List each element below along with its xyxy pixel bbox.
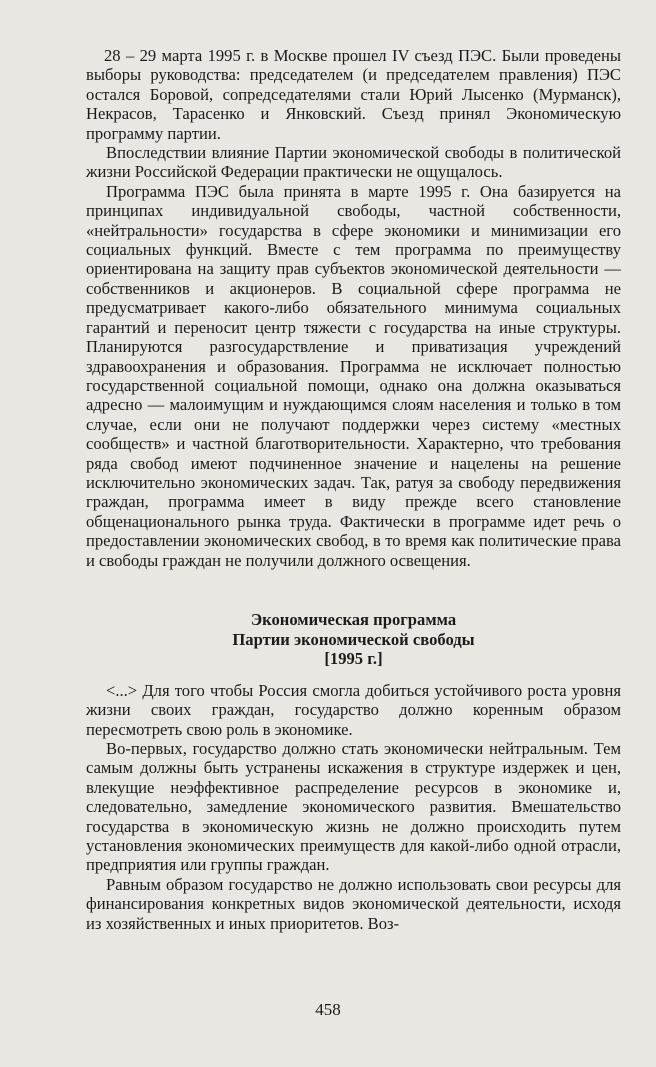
heading-line-3: [1995 г.] bbox=[324, 649, 383, 669]
section-heading bbox=[86, 610, 621, 669]
paragraph-congress: 28 – 29 марта 1995 г. в Москве прошел IV съезд ПЭС. Были проведены выборы руководства: председателем (и председателем правления) ПЭС остался Боровой, сопредседателями стали Юрий Лысенко (Мурманск), Некрасов, Тарасенко и Янковский. Съезд принял Экономическую программу партии. bbox=[86, 46, 621, 143]
page-number: 458 bbox=[315, 1000, 341, 1019]
paragraph-resources: Равным образом государство не должно использовать свои ресурсы для финансирования конкретных видов экономической деятельности, исходя из хозяйственных и иных приоритетов. Воз- bbox=[86, 874, 621, 933]
paragraph-first-point: Во-первых, государство должно стать экономически нейтральным. Тем самым должны быть устранены искажения в структуре издержек и цен, влекущие неэффективное распределение ресурсов в экономике и, следовательно, замедление экономического развития. Вмешательство государства в экономическую жизнь не должно происходить путем установления экономических преимуществ для какой-либо одной отрасли, предприятия или группы граждан. bbox=[86, 738, 621, 875]
paragraph-program-summary: Программа ПЭС была принята в марте 1995 г. Она базируется на принципах индивидуальной свободы, частной собственности, «нейтральности» государства в сфере экономики и минимизации его социальных функций. Вместе с тем программа по преимуществу ориентирована на защиту прав субъектов экономической деятельности — собственников и акционеров. В социальной сфере программа не предусматривает какого-либо обязательного минимума социальных гарантий и переносит центр тяжести с государства на иные структуры. Планируются разгосударствление и приватизация учреждений здравоохранения и образования. Программа не исключает полностью государственной социальной помощи, однако она должна оказываться адресно — малоимущим и нуждающимся слоям населения и только в том случае, если они не получают поддержки через систему «местных сообществ» и частной благотворительности. Характерно, что требования ряда свобод имеют подчиненное значение и нацелены на решение исключительно экономических задач. Так, ратуя за свободу передвижения граждан, программа имеет в виду прежде всего становление общенационального рынка труда. Фактически в программе идет речь о предоставлении экономических свобод, в то время как политические права и свободы граждан не получили должного освещения. bbox=[86, 181, 621, 570]
body-text bbox=[86, 46, 621, 933]
paragraph-influence: Впоследствии влияние Партии экономической свободы в политической жизни Российской Федерации практически не ощущалось. bbox=[86, 143, 621, 182]
paragraph-intro: <...> Для того чтобы Россия смогла добиться устойчивого роста уровня жизни своих граждан, государство должно коренным образом пересмотреть свою роль в экономике. bbox=[86, 680, 621, 739]
heading-line-2: Партии экономической свободы bbox=[232, 629, 475, 649]
heading-line-1: Экономическая программа bbox=[250, 609, 457, 629]
